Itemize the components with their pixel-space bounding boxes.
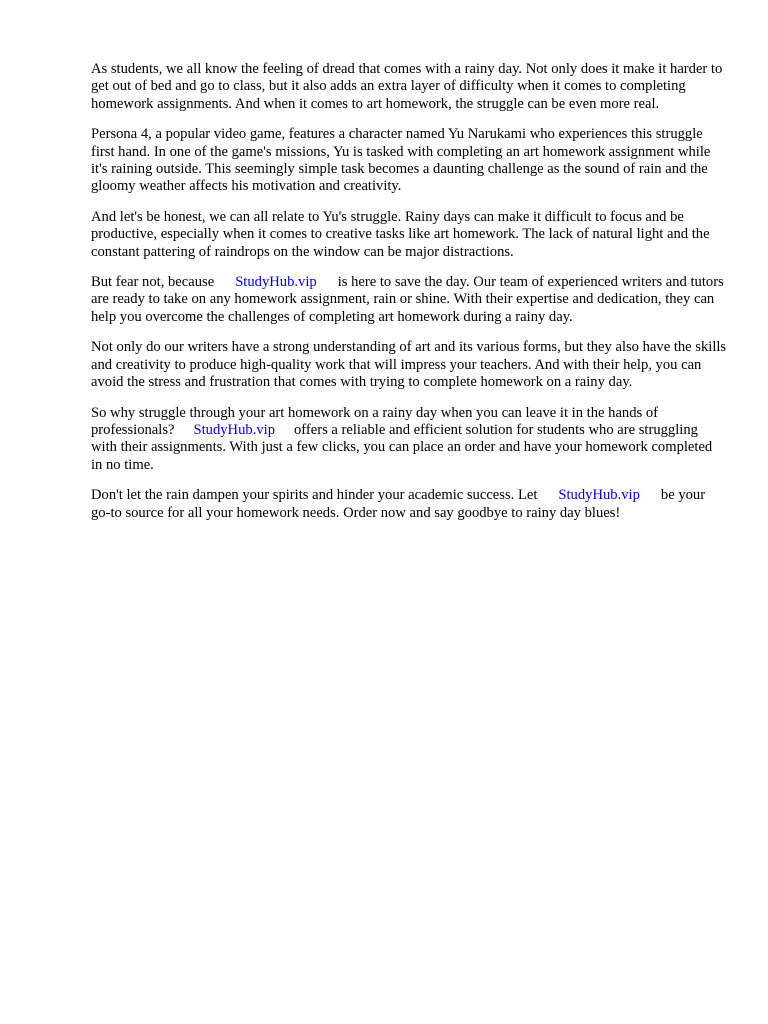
- paragraph-intro: As students, we all know the feeling of dread that comes with a rainy day. Not only does it make it harder to get out of bed and go to class, but it also adds an extra layer of difficulty when it comes to completing homework assignments. And when it comes to art homework, the struggle can be even more real.: [91, 61, 723, 112]
- paragraph-why-struggle-after: offers a reliable and efficient solution for students who are struggling with their assignments. With just a few clicks, you can place an order and have your homework completed in no time.: [91, 421, 713, 473]
- paragraph-writers: Not only do our writers have a strong understanding of art and its various forms, but they also have the skills and creativity to produce high-quality work that will impress your teachers. And with their help, you can avoid the stress and frustration that comes with trying to complete homework on a rainy day.: [91, 339, 727, 391]
- paragraph-fear-not: [91, 274, 727, 326]
- paragraph-dont-let-before: Don't let the rain dampen your spirits and hinder your academic success. Let: [91, 487, 538, 504]
- studyhub-link-1[interactable]: StudyHub.vip: [235, 274, 317, 291]
- paragraph-fear-not-after: is here to save the day. Our team of experienced writers and tutors are ready to take on any homework assignment, rain or shine. With their expertise and dedication, they can help you overcome the challenges of completing art homework during a rainy day.: [91, 274, 724, 325]
- paragraph-relate: And let's be honest, we can all relate to Yu's struggle. Rainy days can make it difficult to focus and be productive, especially when it comes to creative tasks like art homework. The lack of natural light and the constant pattering of raindrops on the window can be major distractions.: [91, 208, 710, 260]
- paragraph-why-struggle-before: So why struggle through your art homework on a rainy day when you can leave it in the hands of professionals?: [91, 404, 658, 438]
- studyhub-link-2[interactable]: StudyHub.vip: [193, 421, 275, 438]
- document-page: [91, 61, 727, 535]
- paragraph-why-struggle: [91, 405, 727, 475]
- paragraph-persona: Persona 4, a popular video game, features a character named Yu Narukami who experiences this struggle first hand. In one of the game's missions, Yu is tasked with completing an art homework assignment while it's raining outside. This seemingly simple task becomes a daunting challenge as the sound of rain and the gloomy weather affects his motivation and creativity.: [91, 126, 711, 195]
- paragraph-dont-let: [91, 487, 727, 522]
- paragraph-dont-let-after: be your go-to source for all your homework needs. Order now and say goodbye to rainy day blues!: [91, 487, 706, 521]
- paragraph-fear-not-before: But fear not, because: [91, 274, 215, 291]
- studyhub-link-3[interactable]: StudyHub.vip: [558, 487, 640, 504]
